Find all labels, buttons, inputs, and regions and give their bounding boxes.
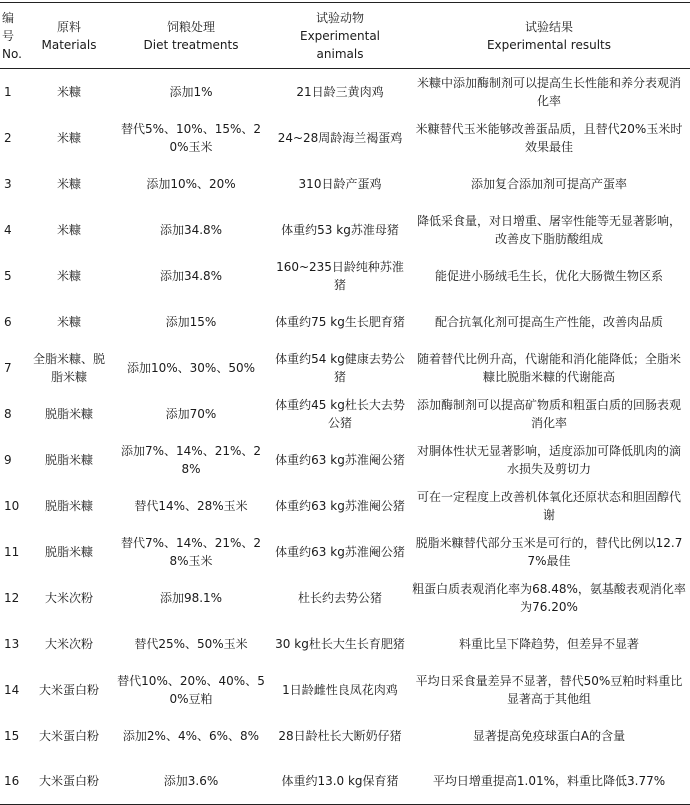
cell-diet: 添加7%、14%、21%、28% <box>120 443 262 476</box>
table-row <box>0 299 690 345</box>
cell-result: 对胴体性状无显著影响，适度添加可降低肌肉的滴水损失及剪切力 <box>416 443 681 476</box>
cell-result: 平均日增重提高1.01%，料重比降低3.77% <box>432 774 666 789</box>
table-row <box>0 667 690 713</box>
cell-animal: 体重约54 kg健康去势公猪 <box>275 351 405 384</box>
cell-material: 脱脂米糠 <box>44 544 93 559</box>
header-row <box>0 3 690 69</box>
cell-diet: 添加10%、20% <box>146 176 236 191</box>
header-results: 试验结果 Experimental results <box>486 19 612 52</box>
cell-animal: 体重约63 kg苏淮阉公猪 <box>275 498 405 513</box>
cell-diet: 替代25%、50%玉米 <box>134 636 248 651</box>
cell-material: 大米蛋白粉 <box>38 728 99 743</box>
table-row <box>0 115 690 161</box>
cell-material: 脱脂米糠 <box>44 498 93 513</box>
cell-diet: 替代14%、28%玉米 <box>134 498 248 513</box>
table-header <box>0 3 690 69</box>
cell-no: 4 <box>4 222 12 237</box>
cell-diet: 替代5%、10%、15%、20%玉米 <box>120 121 262 154</box>
header-materials: 原料 Materials <box>41 19 97 52</box>
cell-no: 13 <box>4 636 20 651</box>
table-row <box>0 253 690 299</box>
cell-animal: 310日龄产蛋鸡 <box>298 176 382 191</box>
cell-no: 11 <box>4 544 20 559</box>
cell-diet: 替代7%、14%、21%、28%玉米 <box>120 535 262 568</box>
cell-result: 能促进小肠绒毛生长，优化大肠微生物区系 <box>434 268 663 283</box>
cell-no: 3 <box>4 176 12 191</box>
cell-animal: 杜长约去势公猪 <box>297 590 382 605</box>
cell-diet: 添加10%、30%、50% <box>126 360 256 375</box>
cell-diet: 替代10%、20%、40%、50%豆粕 <box>117 673 265 706</box>
table-row <box>0 529 690 575</box>
cell-no: 12 <box>4 590 20 605</box>
cell-no: 10 <box>4 498 20 513</box>
table-body <box>0 69 690 805</box>
header-diet: 饲粮处理 Diet treatments <box>143 19 239 52</box>
cell-no: 6 <box>4 314 12 329</box>
cell-diet: 添加15% <box>165 314 217 329</box>
cell-result: 脱脂米糠替代部分玉米是可行的，替代比例以12.77%最佳 <box>415 535 683 568</box>
cell-material: 大米次粉 <box>44 636 93 651</box>
cell-no: 9 <box>4 452 12 467</box>
table-row <box>0 713 690 759</box>
cell-material: 脱脂米糠 <box>44 452 93 467</box>
cell-no: 1 <box>4 84 12 99</box>
cell-no: 2 <box>4 130 12 145</box>
cell-diet: 添加2%、4%、6%、8% <box>122 728 260 743</box>
cell-material: 米糠 <box>56 268 81 283</box>
table-row <box>0 575 690 621</box>
cell-result: 添加酶制剂可以提高矿物质和粗蛋白质的回肠表观消化率 <box>416 397 681 430</box>
header-no: 编 号 No. <box>2 10 22 61</box>
cell-no: 8 <box>4 406 12 421</box>
cell-result: 随着替代比例升高，代谢能和消化能降低；全脂米糠比脱脂米糠的代谢能高 <box>416 351 681 384</box>
cell-material: 大米次粉 <box>44 590 93 605</box>
cell-material: 米糠 <box>56 314 81 329</box>
cell-no: 14 <box>4 682 20 697</box>
cell-animal: 24~28周龄海兰褐蛋鸡 <box>277 130 403 145</box>
cell-result: 平均日采食量差异不显著，替代50%豆粕时料重比显著高于其他组 <box>415 673 683 706</box>
cell-no: 15 <box>4 728 20 743</box>
cell-result: 粗蛋白质表观消化率为68.48%，氨基酸表观消化率为76.20% <box>412 581 686 614</box>
table-row <box>0 69 690 115</box>
cell-result: 显著提高免疫球蛋白A的含量 <box>472 728 626 743</box>
data-table <box>0 2 690 805</box>
cell-diet: 添加70% <box>165 406 217 421</box>
cell-material: 米糠 <box>56 130 81 145</box>
cell-animal: 体重约53 kg苏淮母猪 <box>281 222 399 237</box>
cell-diet: 添加98.1% <box>159 590 223 605</box>
cell-animal: 28日龄杜长大断奶仔猪 <box>278 728 402 743</box>
cell-result: 米糠替代玉米能够改善蛋品质，且替代20%玉米时效果最佳 <box>415 121 683 154</box>
cell-material: 大米蛋白粉 <box>38 774 99 789</box>
cell-material: 米糠 <box>56 84 81 99</box>
table-row <box>0 345 690 391</box>
cell-diet: 添加3.6% <box>163 774 219 789</box>
cell-result: 米糠中添加酶制剂可以提高生长性能和养分表观消化率 <box>416 75 681 108</box>
cell-material: 米糠 <box>56 222 81 237</box>
cell-animal: 160~235日龄纯种苏淮猪 <box>276 259 404 292</box>
table-row <box>0 437 690 483</box>
cell-material: 全脂米糠、脱脂米糠 <box>32 351 105 384</box>
cell-animal: 30 kg杜长大生长育肥猪 <box>275 636 405 651</box>
table-row <box>0 483 690 529</box>
cell-diet: 添加1% <box>169 84 213 99</box>
table-row <box>0 621 690 667</box>
cell-no: 7 <box>4 360 12 375</box>
cell-material: 大米蛋白粉 <box>38 682 99 697</box>
cell-result: 料重比呈下降趋势，但差异不显著 <box>458 636 639 651</box>
cell-animal: 体重约75 kg生长肥育猪 <box>275 314 405 329</box>
table-row <box>0 207 690 253</box>
table-row <box>0 391 690 437</box>
cell-result: 添加复合添加剂可提高产蛋率 <box>470 176 627 191</box>
cell-no: 16 <box>4 774 20 789</box>
cell-animal: 1日龄雌性良凤花肉鸡 <box>282 682 398 697</box>
cell-diet: 添加34.8% <box>159 268 223 283</box>
cell-result: 配合抗氧化剂可提高生产性能，改善肉品质 <box>434 314 663 329</box>
cell-animal: 体重约63 kg苏淮阉公猪 <box>275 452 405 467</box>
cell-animal: 体重约45 kg杜长大去势公猪 <box>275 397 405 430</box>
cell-diet: 添加34.8% <box>159 222 223 237</box>
cell-animal: 体重约13.0 kg保育猪 <box>281 774 399 789</box>
cell-animal: 体重约63 kg苏淮阉公猪 <box>275 544 405 559</box>
cell-result: 可在一定程度上改善机体氧化还原状态和胆固醇代谢 <box>416 489 681 522</box>
cell-animal: 21日龄三黄肉鸡 <box>296 84 384 99</box>
cell-material: 米糠 <box>56 176 81 191</box>
header-animals: 试验动物 Experimental animals <box>299 10 381 61</box>
table-row <box>0 161 690 207</box>
cell-result: 降低采食量，对日增重、屠宰性能等无显著影响，改善皮下脂肪酸组成 <box>416 213 681 246</box>
cell-material: 脱脂米糠 <box>44 406 93 421</box>
cell-no: 5 <box>4 268 12 283</box>
table-row <box>0 759 690 805</box>
